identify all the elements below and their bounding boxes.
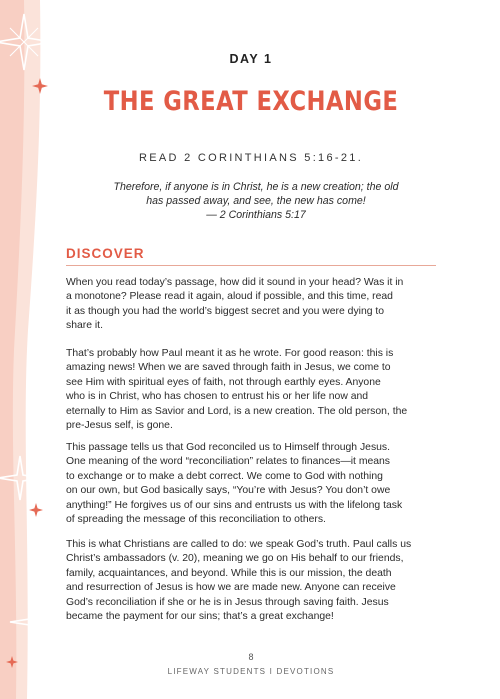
text-line: a monotone? Please read it again, aloud if possible, and this time, read [66,291,393,303]
text-line: it as though you had the world’s biggest secret and you were dying to [66,305,385,317]
text-line: see Him with spiritual eyes of faith, not through earthly eyes. Anyone [66,376,381,388]
day-label: DAY 1 [229,52,273,66]
text-line: That’s probably how Paul meant it as he wrote. For good reason: this is [66,348,394,359]
text-line: on our own, but God basically says, “You’re with Jesus? You don’t owe [66,485,391,497]
text-line: One meaning of the word “reconciliation” relates to finances—it means [66,456,391,468]
verse-citation: — 2 Corinthians 5:17 [206,209,306,221]
verse-line: has passed away, and see, the new has come! [146,195,366,207]
paragraph [66,538,436,624]
sparkle-icon [29,503,43,517]
decorative-side-band [0,0,60,699]
text-line: who is in Christ, who has chosen to entrust his or her life now and [66,391,369,403]
section-divider [66,265,436,266]
text-line: family, acquaintances, and beyond. While this is our mission, the death [66,567,392,579]
scripture-quote [106,180,406,222]
text-line: pre-Jesus self, is gone. [66,420,173,432]
text-line: eternally to Him as Savior and Lord, is a new creation. The old person, the [66,405,408,417]
text-line: and resurrection of Jesus is how we are made new. Anyone can receive [66,582,396,594]
reading-reference: READ 2 CORINTHIANS 5:16-21. [138,152,364,164]
verse-line: Therefore, if anyone is in Christ, he is a new creation; the old [113,181,399,193]
text-line: became the payment for our sins; that’s a great exchange! [66,611,334,623]
footer-text: LIFEWAY STUDENTS I DEVOTIONS [167,667,335,676]
devotion-page [66,0,436,699]
paragraph [66,347,436,433]
text-line: share it. [66,320,103,332]
text-line: anything!” He forgives us of our sins and entrusts us with the lifelong task [66,499,403,511]
section-heading: DISCOVER [66,246,145,261]
page-title: THE GREAT EXCHANGE [103,86,399,117]
text-line: This is what Christians are called to do: we speak God’s truth. Paul calls us [66,539,412,550]
text-line: of spreading the message of this reconciliation to others. [66,514,326,526]
text-line: amazing news! When we are saved through faith in Jesus, we come to [66,362,391,374]
text-line: to exchange or to make a debt correct. We come to God with nothing [66,470,383,482]
text-line: God’s reconciliation if she or he is in Jesus through saving faith. Jesus [66,596,389,608]
paragraph [66,276,436,334]
page-number: 8 [248,652,254,662]
text-line: This passage tells us that God reconciled us to Himself through Jesus. [66,442,391,453]
text-line: Christ’s ambassadors (v. 20), meaning we go on His behalf to our friends, [66,553,404,565]
text-line: When you read today’s passage, how did it sound in your head? Was it in [66,277,404,288]
paragraph [66,441,436,527]
